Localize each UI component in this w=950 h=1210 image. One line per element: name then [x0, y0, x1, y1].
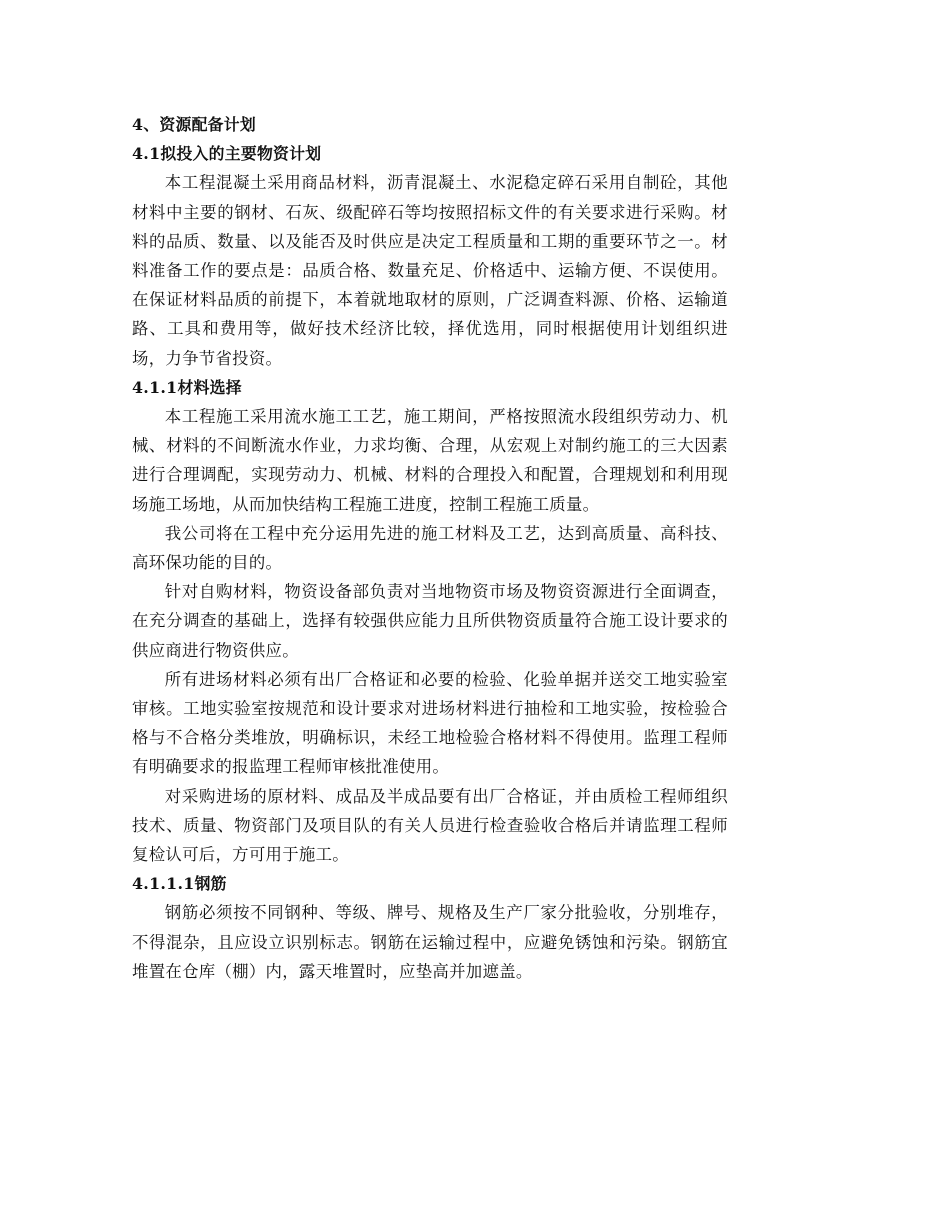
heading-4-1-1-1: 4.1.1.1钢筋 [132, 874, 227, 894]
heading-4-1-1: 4.1.1材料选择 [132, 377, 242, 397]
para-rebar: 钢筋必须按不同钢种、等级、牌号、规格及生产厂家分批验收，分别堆存，不得混杂，且应设立识别标志。钢筋在运输过程中，应避免锈蚀和污染。钢筋宜堆置在仓库（棚）内，露天堆置时，应垫高并加遮盖。 [132, 903, 728, 981]
para-acceptance: 对采购进场的原材料、成品及半成品要有出厂合格证，并由质检工程师组织技术、质量、物资部门及项目队的有关人员进行检查验收合格后并请监理工程师复检认可后，方可用于施工。 [132, 786, 728, 865]
para-self-purchase: 针对自购材料，物资设备部负责对当地物资市场及物资资源进行全面调查，在充分调查的基础上，选择有较强供应能力且所供物资质量符合施工设计要求的供应商进行物资供应。 [132, 582, 728, 660]
para-inspection: 所有进场材料必须有出厂合格证和必要的检验、化验单据并送交工地实验室审核。工地实验室按规范和设计要求对进场材料进行抽检和工地实验，按检验合格与不合格分类堆放，明确标识，未经工地检验合格材料不得使用。监理工程师有明确要求的报监理工程师审核批准使用。 [132, 669, 728, 777]
para-flow-construction: 本工程施工采用流水施工工艺，施工期间，严格按照流水段组织劳动力、机械、材料的不间断流水作业，力求均衡、合理，从宏观上对制约施工的三大因素进行合理调配，实现劳动力、机械、材料的合理投入和配置，合理规划和利用现场施工场地，从而加快结构工程施工进度，控制工程施工质量。 [132, 407, 728, 514]
heading-4: 4、资源配备计划 [132, 115, 256, 134]
heading-4-1: 4.1拟投入的主要物资计划 [132, 144, 322, 164]
para-materials-overview: 本工程混凝土采用商品材料，沥青混凝土、水泥稳定碎石采用自制砼，其他材料中主要的钢材、石灰、级配碎石等均按照招标文件的有关要求进行采购。材料的品质、数量、以及能否及时供应是决定工程质量和工期的重要环节之一。材料准备工作的要点是：品质合格、数量充足、价格适中、运输方便、不误使用。在保证材料品质的前提下，本着就地取材的原则，广泛调查料源、价格、运输道路、工具和费用等，做好技术经济比较，择优选用，同时根据使用计划组织进场，力争节省投资。 [132, 173, 728, 368]
para-advanced-materials: 我公司将在工程中充分运用先进的施工材料及工艺，达到高质量、高科技、高环保功能的目的。 [132, 523, 728, 573]
document-page [132, 110, 728, 986]
